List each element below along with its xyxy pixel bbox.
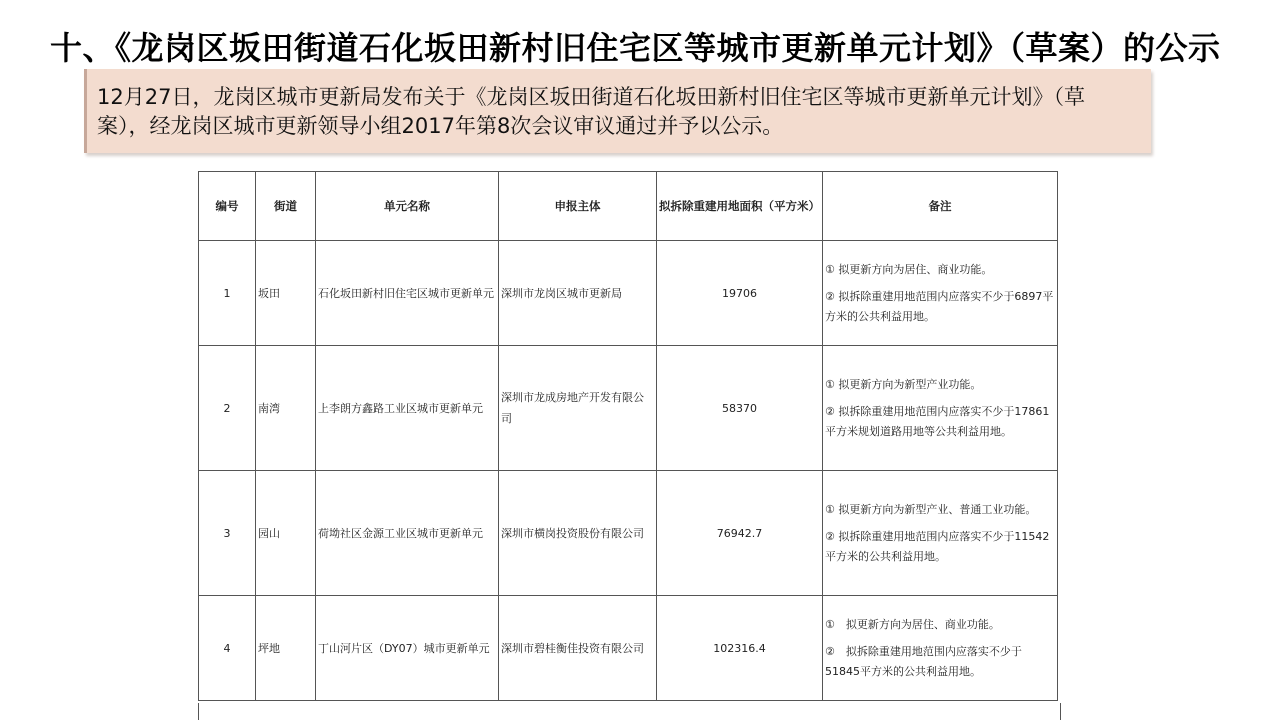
cell-note [823,346,1058,471]
cell-applicant: 深圳市龙成房地产开发有限公司 [499,346,657,471]
table-row [199,346,1058,471]
table-header-row [199,172,1058,241]
cell-note [823,596,1058,701]
note-item: ① 拟更新方向为新型产业功能。 [825,377,982,391]
cell-applicant: 深圳市碧桂衡佳投资有限公司 [499,596,657,701]
cell-unit: 丁山河片区（DY07）城市更新单元 [316,596,499,701]
cell-no: 3 [199,471,256,596]
cell-no: 2 [199,346,256,471]
header-no: 编号 [199,172,256,241]
table-continuation [198,703,1061,720]
cell-no: 4 [199,596,256,701]
cell-applicant: 深圳市横岗投资股份有限公司 [499,471,657,596]
cell-note [823,241,1058,346]
table-row [199,241,1058,346]
cell-street: 坪地 [256,596,316,701]
note-item: ① 拟更新方向为新型产业、普通工业功能。 [825,502,1037,516]
note-item: ② 拟拆除重建用地范围内应落实不少于6897平方米的公共利益用地。 [825,289,1054,323]
cell-unit: 上李朗方鑫路工业区城市更新单元 [316,346,499,471]
note-item: ② 拟拆除重建用地范围内应落实不少于17861平方米规划道路用地等公共利益用地。 [825,404,1050,438]
cell-street: 坂田 [256,241,316,346]
cell-street: 园山 [256,471,316,596]
note-item: ① 拟更新方向为居住、商业功能。 [825,262,993,276]
slide-title: 十、《龙岗区坂田街道石化坂田新村旧住宅区等城市更新单元计划》（草案）的公示 [50,29,1221,67]
table-row [199,596,1058,701]
note-item: ① 拟更新方向为居住、商业功能。 [825,617,1000,631]
cell-no: 1 [199,241,256,346]
header-unit: 单元名称 [316,172,499,241]
header-applicant: 申报主体 [499,172,657,241]
cell-applicant: 深圳市龙岗区城市更新局 [499,241,657,346]
note-item: ② 拟拆除重建用地范围内应落实不少于51845平方米的公共利益用地。 [825,644,1022,678]
intro-box [84,69,1151,153]
renewal-plan-table [198,171,1058,701]
cell-unit: 荷坳社区金源工业区城市更新单元 [316,471,499,596]
intro-text: 12月27日，龙岗区城市更新局发布关于《龙岗区坂田街道石化坂田新村旧住宅区等城市更新单元计划》（草案），经龙岗区城市更新领导小组2017年第8次会议审议通过并予以公示。 [97,85,1085,138]
note-item: ② 拟拆除重建用地范围内应落实不少于11542平方米的公共利益用地。 [825,529,1050,563]
cell-note [823,471,1058,596]
cell-street: 南湾 [256,346,316,471]
header-street: 街道 [256,172,316,241]
cell-area: 19706 [657,241,823,346]
header-note: 备注 [823,172,1058,241]
cell-area: 76942.7 [657,471,823,596]
cell-area: 102316.4 [657,596,823,701]
cell-unit: 石化坂田新村旧住宅区城市更新单元 [316,241,499,346]
table-row [199,471,1058,596]
header-area: 拟拆除重建用地面积（平方米） [657,172,823,241]
cell-area: 58370 [657,346,823,471]
